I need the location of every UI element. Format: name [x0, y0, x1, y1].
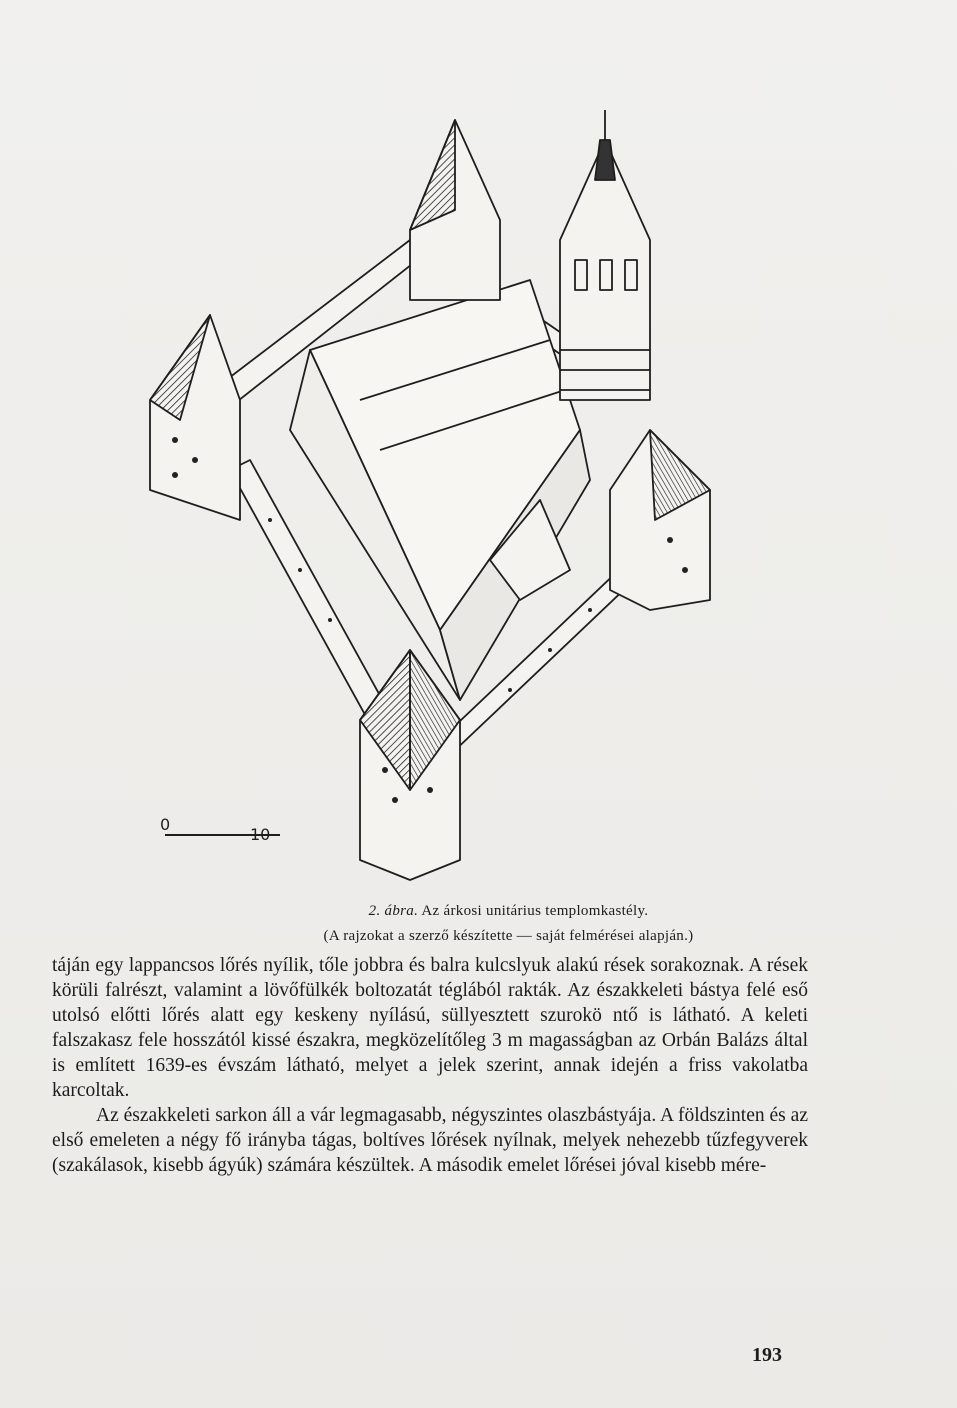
- page-number: 193: [752, 1344, 782, 1366]
- figure-number: 2. ábra.: [368, 903, 419, 919]
- figure-caption: [30, 903, 957, 920]
- scale-label-end: 10: [250, 825, 271, 844]
- body-text: [52, 953, 808, 1178]
- figure-title: Az árkosi unitárius templomkastély.: [421, 903, 649, 919]
- paragraph: Az északkeleti sarkon áll a vár legmagasabb, négyszintes olaszbástyája. A földszinten és az első emeleten a négy fő irányba tágas, boltíves lőrések nyílnak, melyek nehezebb tűzfegyverek (szakálasok, kisebb ágyúk) számára készültek. A második emelet lőrései jóval kisebb mére-: [52, 1105, 808, 1176]
- scale-label-start: 0: [160, 815, 171, 834]
- figure-caption-note: (A rajzokat a szerző készítette — saját felmérései alapján.): [323, 928, 694, 944]
- paragraph: táján egy lappancsos lőrés nyílik, tőle jobbra és balra kulcslyuk alakú rések sorakoznak. A rések körüli falrészt, valamint a lövőfülkék boltozatát téglából rakták. Az északkeleti bástya felé eső utolsó előtti lőrés alatt egy keskeny nyílású, süllyesztett szurokö ntő is látható. A keleti falszakasz fele hosszától kissé északra, megközelítőleg 3 m magasságban az Orbán Balázs által is említett 1639-es évszám látható, melyet a jelek szerint, annak idején a friss vakolatba karcoltak.: [52, 955, 808, 1101]
- castle-church-drawing: [110, 100, 830, 900]
